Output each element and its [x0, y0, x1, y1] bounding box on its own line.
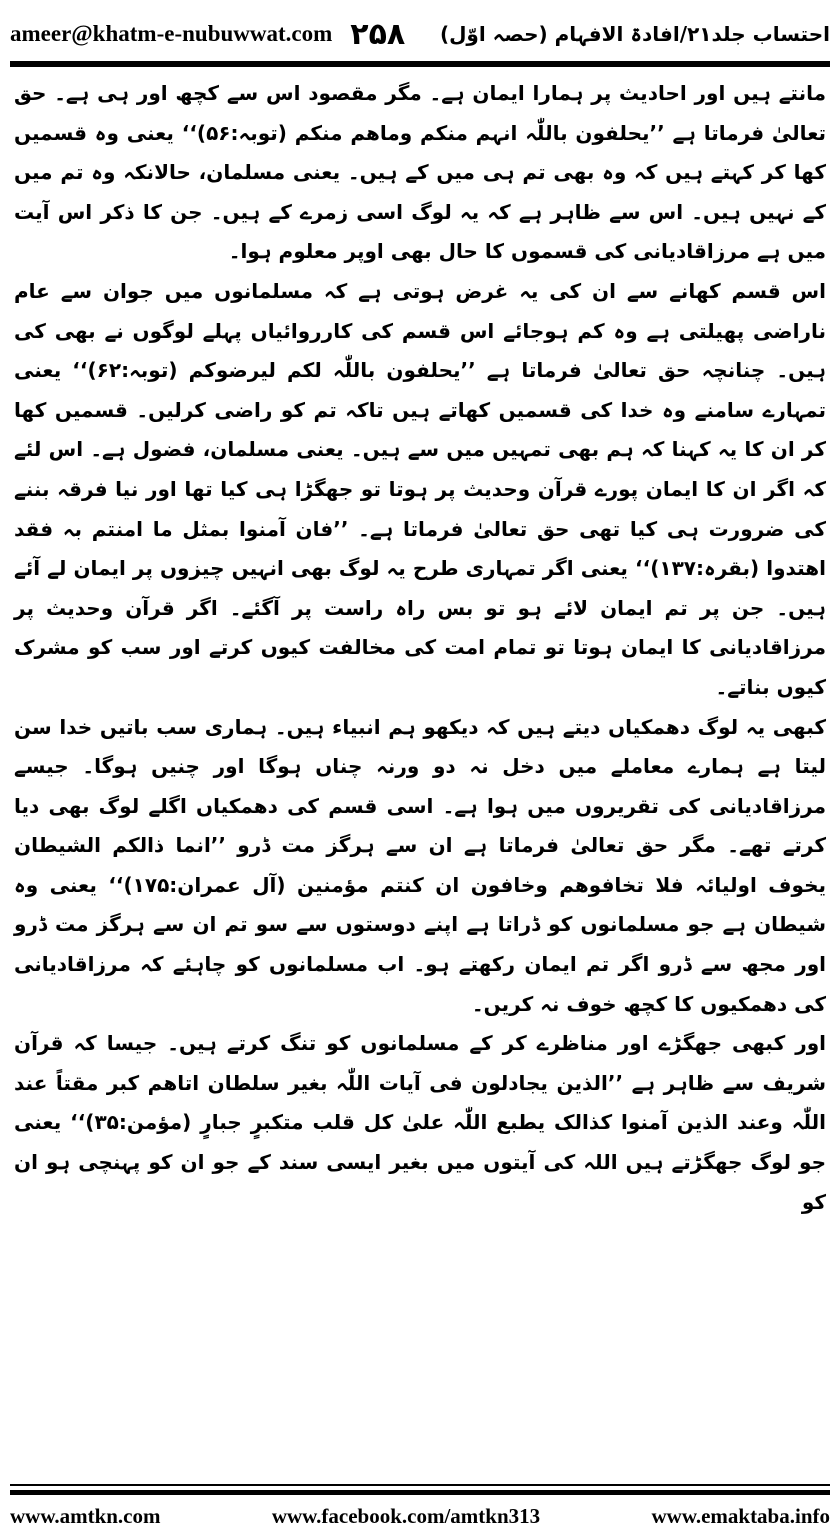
page-body	[14, 74, 826, 1222]
paragraph-2: اس قسم کھانے سے ان کی یہ غرض ہوتی ہے کہ مسلمانوں میں جوان سے عام ناراضی پھیلتی ہے وہ کم ہوجائے اس قسم کی کارروائیاں پہلے لوگوں نے بھی کی ہیں۔ چنانچہ حق تعالیٰ فرماتا ہے ’’یحلفون باللّٰہ لکم لیرضوکم (توبہ:۶۲)‘‘ یعنی تمہارے سامنے وہ خدا کی قسمیں کھاتے ہیں تاکہ تم کو راضی کرلیں۔ قسمیں کھا کر ان کا یہ کہنا کہ ہم بھی تمہیں میں سے ہیں۔ یعنی مسلمان، فضول ہے۔ اس لئے کہ اگر ان کا ایمان پورے قرآن وحدیث پر ہوتا تو جھگڑا ہی کیا تھا اور نیا فرقہ بننے کی ضرورت ہی کیا تھی حق تعالیٰ فرماتا ہے۔ ’’فان آمنوا بمثل ما امنتم بہ فقد اھتدوا (بقرہ:۱۳۷)‘‘ یعنی اگر تمہاری طرح یہ لوگ بھی انہیں چیزوں پر ایمان لے آئے ہیں۔ جن پر تم ایمان لائے ہو تو بس راہ راست پر آگئے۔ اگر قرآن وحدیث پر مرزاقادیانی کا ایمان ہوتا تو تمام امت کی مخالفت کیوں کرتے اور سب کو مشرک کیوں بناتے۔	[14, 278, 827, 699]
footer-rule-thick	[10, 1490, 830, 1495]
header-rule	[10, 61, 830, 67]
footer-rule-thin	[10, 1484, 830, 1486]
footer-link-emaktaba[interactable]: www.emaktaba.info	[651, 1503, 830, 1528]
paragraph-4: اور کبھی جھگڑے اور مناظرے کر کے مسلمانوں کو تنگ کرتے ہیں۔ جیسا کہ قرآن شریف سے ظاہر ہے ’’الذین یجادلون فی آیات اللّٰہ بغیر سلطان اتاھم کبر مقتاً عند اللّٰہ وعند الذین آمنوا کذالک یطبع اللّٰہ علیٰ کل قلب متکبرٍ جبارٍ (مؤمن:۳۵)‘‘ یعنی جو لوگ جھگڑتے ہیں اللہ کی آیتوں میں بغیر ایسی سند کے جو ان کو پہنچی ہو ان کو	[14, 1031, 826, 1214]
page-header	[10, 14, 830, 54]
paragraph-3: کبھی یہ لوگ دھمکیاں دیتے ہیں کہ دیکھو ہم انبیاء ہیں۔ ہماری سب باتیں خدا سن لیتا ہے ہمارے معاملے میں دخل نہ دو ورنہ چناں ہوگا اور چنیں ہوگا۔ جیسے مرزاقادیانی کی تقریروں میں ہوا ہے۔ اسی قسم کی دھمکیاں اگلے لوگ بھی دیا کرتے تھے۔ مگر حق تعالیٰ فرماتا ہے ان سے ہرگز مت ڈرو ’’انما ذالکم الشیطان یخوف اولیائہ فلا تخافوھم وخافون ان کنتم مؤمنین (آل عمران:۱۷۵)‘‘ یعنی وہ شیطان ہے جو مسلمانوں کو ڈراتا ہے اپنے دوستوں سے سو تم ان سے ہرگز مت ڈرو اور مجھ سے ڈرو اگر تم ایمان رکھتے ہو۔ اب مسلمانوں کو چاہئے کہ مرزاقادیانی کی دھمکیوں کا کچھ خوف نہ کریں۔	[14, 714, 826, 1016]
footer-link-facebook[interactable]: www.facebook.com/amtkn313	[271, 1503, 541, 1528]
footer-link-amtkn[interactable]: www.amtkn.com	[10, 1503, 161, 1528]
page-footer	[10, 1500, 830, 1532]
paragraph-1: مانتے ہیں اور احادیث پر ہمارا ایمان ہے۔ مگر مقصود اس سے کچھ اور ہی ہے۔ حق تعالیٰ فرماتا ہے ’’یحلفون باللّٰہ انہم منکم وماھم منکم (توبہ:۵۶)‘‘ یعنی وہ قسمیں کھا کر کہتے ہیں کہ وہ بھی تم ہی میں کے ہیں۔ یعنی مسلمان، حالانکہ وہ تم میں کے نہیں ہیں۔ اس سے ظاہر ہے کہ یہ لوگ اسی زمرے کے ہیں۔ جن کا ذکر اس آیت میں ہے مرزاقادیانی کی قسموں کا حال بھی اوپر معلوم ہوا۔	[14, 81, 826, 264]
page-number: ۲۵۸	[350, 16, 406, 52]
book-title: احتساب جلد۲۱/افادۃ الافہام (حصہ اوّل)	[439, 22, 830, 46]
header-email: ameer@khatm-e-nubuwwat.com	[10, 21, 333, 46]
header-left-group	[10, 17, 405, 52]
